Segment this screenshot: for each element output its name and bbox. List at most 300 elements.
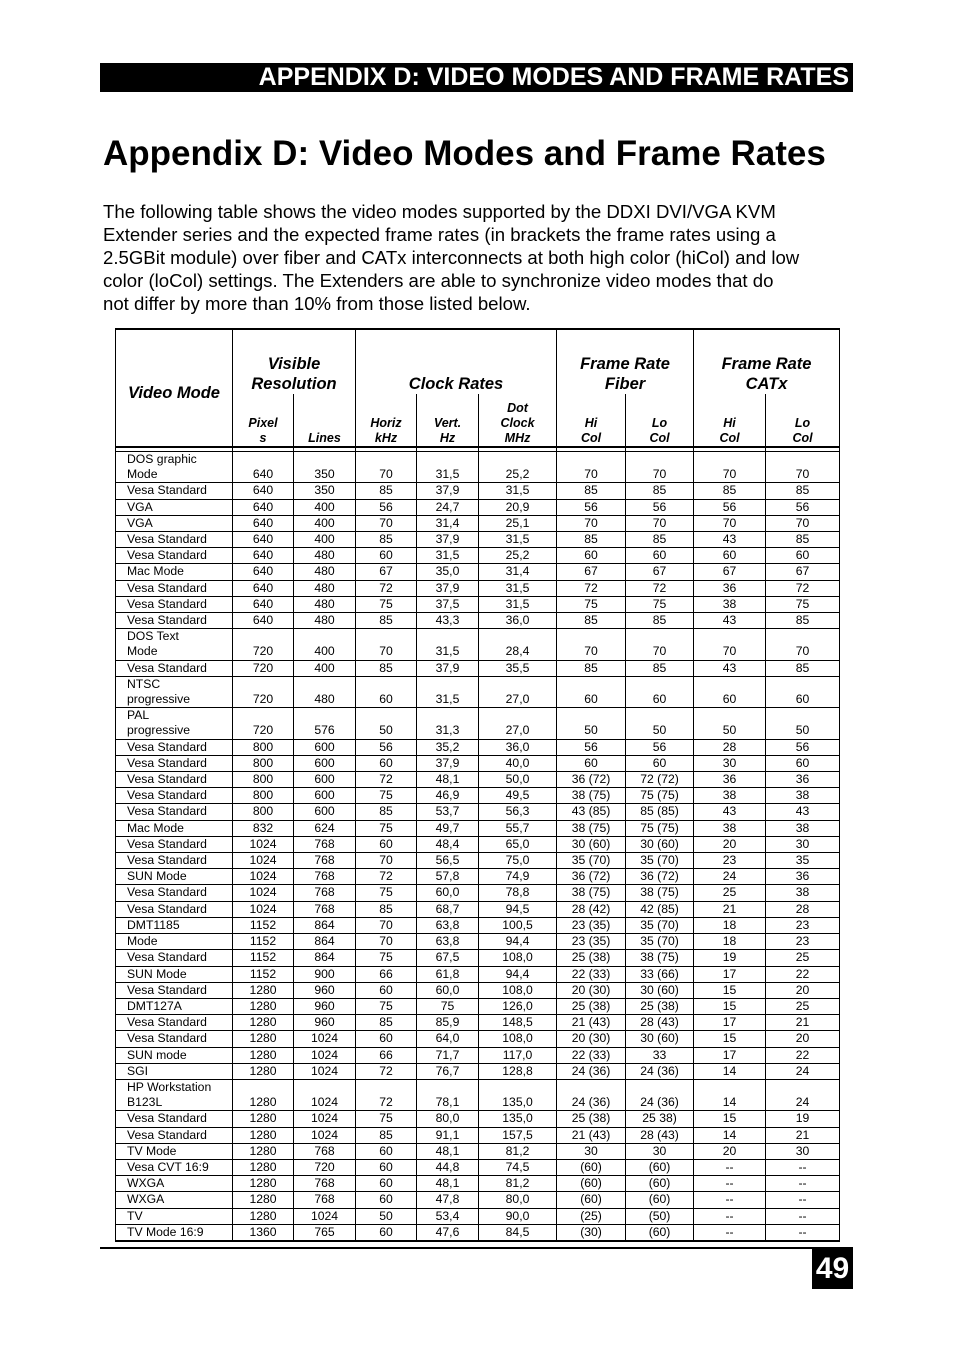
vert-cell: 46,9: [417, 788, 479, 804]
table-row: [116, 950, 840, 966]
table-row: [116, 739, 840, 755]
mode-cell: [116, 1192, 233, 1208]
mode-cell: [116, 950, 233, 966]
fiber-lo-cell: (60): [626, 1176, 694, 1192]
mode-line: Vesa CVT 16:9: [127, 1159, 209, 1174]
vert-cell: 37,9: [417, 532, 479, 548]
header-line: kHz: [374, 431, 398, 445]
mode-cell: [116, 613, 233, 629]
catx-lo-cell: 38: [766, 820, 840, 836]
mode-cell: [116, 836, 233, 852]
vert-cell: 31,5: [417, 548, 479, 564]
page-title: Appendix D: Video Modes and Frame Rates: [103, 134, 826, 173]
horiz-cell: 85: [356, 483, 417, 499]
fiber-hi-cell: 30 (60): [557, 836, 626, 852]
lines-cell: 864: [294, 934, 356, 950]
lines-cell: 768: [294, 1143, 356, 1159]
mode-cell: [116, 708, 233, 739]
vert-cell: 76,7: [417, 1063, 479, 1079]
mode-line: Vesa Standard: [127, 950, 207, 965]
catx-hi-cell: 85: [694, 483, 766, 499]
fiber-lo-cell: 75: [626, 596, 694, 612]
fiber-lo-cell: 25 38): [626, 1111, 694, 1127]
lines-cell: 1024: [294, 1127, 356, 1143]
mode-cell: [116, 660, 233, 676]
header-line: Visible: [267, 355, 321, 373]
catx-hi-cell: 15: [694, 998, 766, 1014]
catx-lo-cell: 56: [766, 739, 840, 755]
catx-hi-cell: --: [694, 1224, 766, 1241]
mode-line: Vesa Standard: [127, 660, 207, 675]
intro-line: 2.5GBit module) over fiber and CATx interconnects at both high color (hiCol) and low: [103, 247, 800, 268]
dot-clock-cell: 100,5: [479, 917, 557, 933]
dot-clock-cell: 20,9: [479, 499, 557, 515]
table-row: [116, 515, 840, 531]
mode-line: progressive: [127, 692, 190, 707]
catx-lo-cell: 85: [766, 483, 840, 499]
vert-cell: 91,1: [417, 1127, 479, 1143]
dot-clock-cell: 126,0: [479, 998, 557, 1014]
header-visible-resolution: [233, 329, 356, 394]
pixels-cell: 1024: [233, 869, 294, 885]
vert-cell: 35,2: [417, 739, 479, 755]
table-row: [116, 772, 840, 788]
mode-cell: [116, 1176, 233, 1192]
catx-lo-cell: 85: [766, 613, 840, 629]
catx-lo-cell: --: [766, 1159, 840, 1175]
catx-hi-cell: --: [694, 1192, 766, 1208]
fiber-lo-cell: 72 (72): [626, 772, 694, 788]
mode-line: Vesa Standard: [127, 532, 207, 547]
vert-cell: 37,9: [417, 755, 479, 771]
mode-cell: [116, 772, 233, 788]
table-row: [116, 660, 840, 676]
catx-lo-cell: 21: [766, 1127, 840, 1143]
mode-line: PAL: [127, 708, 150, 723]
lines-cell: 480: [294, 564, 356, 580]
catx-lo-cell: 20: [766, 1031, 840, 1047]
pixels-cell: 1280: [233, 1063, 294, 1079]
horiz-cell: 85: [356, 613, 417, 629]
header-line: Col: [792, 431, 813, 445]
fiber-hi-cell: (60): [557, 1176, 626, 1192]
pixels-cell: 1280: [233, 1159, 294, 1175]
vert-cell: 31,5: [417, 676, 479, 707]
dot-clock-cell: 25,2: [479, 452, 557, 483]
bottom-rule: [100, 1247, 853, 1249]
horiz-cell: 60: [356, 1176, 417, 1192]
header-line: Col: [649, 431, 670, 445]
mode-line: Vesa Standard: [127, 739, 207, 754]
horiz-cell: 56: [356, 739, 417, 755]
catx-hi-cell: 43: [694, 613, 766, 629]
dot-clock-cell: 78,8: [479, 885, 557, 901]
catx-lo-cell: --: [766, 1176, 840, 1192]
dot-clock-cell: 94,4: [479, 934, 557, 950]
mode-line: DOS Text: [127, 629, 179, 644]
vert-cell: 35,0: [417, 564, 479, 580]
mode-cell: [116, 1063, 233, 1079]
catx-hi-cell: 24: [694, 869, 766, 885]
fiber-hi-cell: 60: [557, 676, 626, 707]
mode-cell: [116, 755, 233, 771]
table-row: [116, 548, 840, 564]
horiz-cell: 70: [356, 515, 417, 531]
mode-cell: [116, 1224, 233, 1241]
fiber-hi-cell: 28 (42): [557, 901, 626, 917]
dot-clock-cell: 36,0: [479, 613, 557, 629]
catx-hi-cell: 38: [694, 820, 766, 836]
pixels-cell: 1280: [233, 1176, 294, 1192]
mode-line: SUN Mode: [127, 966, 187, 981]
lines-cell: 600: [294, 739, 356, 755]
fiber-hi-cell: 25 (38): [557, 950, 626, 966]
dot-clock-cell: 117,0: [479, 1047, 557, 1063]
mode-cell: [116, 548, 233, 564]
catx-hi-cell: 17: [694, 1047, 766, 1063]
catx-lo-cell: 72: [766, 580, 840, 596]
table-row: [116, 788, 840, 804]
mode-cell: [116, 853, 233, 869]
mode-line: Mode: [127, 467, 158, 482]
vert-cell: 48,4: [417, 836, 479, 852]
catx-lo-cell: 24: [766, 1079, 840, 1110]
vert-cell: 60,0: [417, 982, 479, 998]
table-row: [116, 1192, 840, 1208]
mode-cell: [116, 869, 233, 885]
fiber-lo-cell: 56: [626, 739, 694, 755]
mode-cell: [116, 532, 233, 548]
mode-cell: [116, 629, 233, 660]
fiber-hi-cell: 23 (35): [557, 917, 626, 933]
dot-clock-cell: 65,0: [479, 836, 557, 852]
mode-line: Vesa Standard: [127, 772, 207, 787]
dot-clock-cell: 31,5: [479, 532, 557, 548]
horiz-cell: 85: [356, 1015, 417, 1031]
mode-line: Vesa Standard: [127, 885, 207, 900]
mode-cell: [116, 1079, 233, 1110]
catx-hi-cell: 15: [694, 1111, 766, 1127]
fiber-hi-cell: 75: [557, 596, 626, 612]
catx-hi-cell: 70: [694, 629, 766, 660]
fiber-hi-cell: 25 (38): [557, 1111, 626, 1127]
fiber-lo-cell: 72: [626, 580, 694, 596]
fiber-hi-cell: 85: [557, 483, 626, 499]
catx-lo-cell: 56: [766, 499, 840, 515]
fiber-lo-cell: 70: [626, 452, 694, 483]
catx-lo-cell: 70: [766, 452, 840, 483]
fiber-lo-cell: 42 (85): [626, 901, 694, 917]
lines-cell: 480: [294, 580, 356, 596]
catx-hi-cell: 30: [694, 755, 766, 771]
vert-cell: 80,0: [417, 1111, 479, 1127]
table-row: [116, 1111, 840, 1127]
horiz-cell: 75: [356, 1111, 417, 1127]
header-line: Lo: [794, 416, 811, 430]
mode-cell: [116, 998, 233, 1014]
vert-cell: 37,9: [417, 660, 479, 676]
subheader-dot-clock: [479, 394, 557, 447]
catx-lo-cell: 22: [766, 966, 840, 982]
header-line: Frame Rate: [580, 355, 670, 373]
pixels-cell: 640: [233, 483, 294, 499]
mode-cell: [116, 596, 233, 612]
mode-line: SUN Mode: [127, 869, 187, 884]
pixels-cell: 1152: [233, 950, 294, 966]
table-row: [116, 1224, 840, 1241]
catx-hi-cell: 15: [694, 982, 766, 998]
horiz-cell: 85: [356, 532, 417, 548]
mode-cell: [116, 804, 233, 820]
table-body: [116, 447, 840, 1241]
vert-cell: 85,9: [417, 1015, 479, 1031]
catx-lo-cell: 23: [766, 917, 840, 933]
page-number: 49: [812, 1248, 853, 1289]
horiz-cell: 70: [356, 629, 417, 660]
vert-cell: 75: [417, 998, 479, 1014]
lines-cell: 1024: [294, 1079, 356, 1110]
vert-cell: 49,7: [417, 820, 479, 836]
fiber-hi-cell: (30): [557, 1224, 626, 1241]
catx-hi-cell: --: [694, 1176, 766, 1192]
table-row: [116, 1031, 840, 1047]
catx-lo-cell: 24: [766, 1063, 840, 1079]
catx-lo-cell: 20: [766, 982, 840, 998]
horiz-cell: 60: [356, 755, 417, 771]
catx-lo-cell: 28: [766, 901, 840, 917]
fiber-hi-cell: 20 (30): [557, 1031, 626, 1047]
horiz-cell: 50: [356, 1208, 417, 1224]
pixels-cell: 1280: [233, 1143, 294, 1159]
horiz-cell: 72: [356, 1063, 417, 1079]
catx-hi-cell: 50: [694, 708, 766, 739]
subheader-catx-lo-col: [766, 394, 840, 447]
mode-cell: [116, 564, 233, 580]
dot-clock-cell: 84,5: [479, 1224, 557, 1241]
lines-cell: 1024: [294, 1208, 356, 1224]
catx-hi-cell: 56: [694, 499, 766, 515]
vert-cell: 44,8: [417, 1159, 479, 1175]
subheader-catx-hi-col: [694, 394, 766, 447]
mode-cell: [116, 580, 233, 596]
mode-line: progressive: [127, 723, 190, 738]
mode-line: WXGA: [127, 1176, 165, 1191]
table-row: [116, 755, 840, 771]
header-line: Horiz: [370, 416, 402, 430]
mode-cell: [116, 499, 233, 515]
horiz-cell: 60: [356, 676, 417, 707]
header-line: Lines: [308, 431, 341, 445]
mode-line: SUN mode: [127, 1047, 187, 1062]
pixels-cell: 720: [233, 676, 294, 707]
horiz-cell: 60: [356, 982, 417, 998]
catx-hi-cell: 28: [694, 739, 766, 755]
fiber-lo-cell: 30 (60): [626, 1031, 694, 1047]
table-row: [116, 934, 840, 950]
mode-cell: [116, 676, 233, 707]
header-bar: [100, 63, 853, 92]
catx-lo-cell: 25: [766, 998, 840, 1014]
table-row: [116, 613, 840, 629]
fiber-lo-cell: 30 (60): [626, 982, 694, 998]
fiber-hi-cell: 56: [557, 739, 626, 755]
pixels-cell: 1024: [233, 901, 294, 917]
fiber-lo-cell: 35 (70): [626, 917, 694, 933]
header-video-mode-line: Video: [128, 383, 173, 402]
horiz-cell: 60: [356, 1143, 417, 1159]
header-video-mode-line: Mode: [176, 383, 220, 402]
mode-cell: [116, 934, 233, 950]
header-line: Col: [719, 431, 740, 445]
dot-clock-cell: 135,0: [479, 1079, 557, 1110]
fiber-hi-cell: 70: [557, 515, 626, 531]
table-row: [116, 820, 840, 836]
table-row: [116, 804, 840, 820]
dot-clock-cell: 157,5: [479, 1127, 557, 1143]
pixels-cell: 1280: [233, 1079, 294, 1110]
mode-line: Mode: [127, 644, 158, 659]
pixels-cell: 800: [233, 788, 294, 804]
catx-lo-cell: 38: [766, 788, 840, 804]
pixels-cell: 1280: [233, 1127, 294, 1143]
mode-line: Vesa Standard: [127, 901, 207, 916]
horiz-cell: 66: [356, 966, 417, 982]
catx-hi-cell: 14: [694, 1063, 766, 1079]
mode-cell: [116, 885, 233, 901]
header-line: Hi: [723, 416, 736, 430]
fiber-lo-cell: 50: [626, 708, 694, 739]
table-row: [116, 1079, 840, 1110]
mode-cell: [116, 1031, 233, 1047]
horiz-cell: 60: [356, 1159, 417, 1175]
subheader-fiber-lo-col: [626, 394, 694, 447]
horiz-cell: 70: [356, 934, 417, 950]
fiber-hi-cell: 50: [557, 708, 626, 739]
pixels-cell: 640: [233, 515, 294, 531]
fiber-lo-cell: 60: [626, 548, 694, 564]
horiz-cell: 70: [356, 853, 417, 869]
lines-cell: 768: [294, 901, 356, 917]
subheader-pixels: [233, 394, 294, 447]
dot-clock-cell: 56,3: [479, 804, 557, 820]
catx-hi-cell: 17: [694, 966, 766, 982]
lines-cell: 768: [294, 1176, 356, 1192]
horiz-cell: 75: [356, 820, 417, 836]
fiber-hi-cell: 24 (36): [557, 1063, 626, 1079]
vert-cell: 71,7: [417, 1047, 479, 1063]
table-row: [116, 676, 840, 707]
dot-clock-cell: 31,5: [479, 580, 557, 596]
vert-cell: 60,0: [417, 885, 479, 901]
pixels-cell: 720: [233, 660, 294, 676]
catx-hi-cell: 25: [694, 885, 766, 901]
fiber-lo-cell: 35 (70): [626, 934, 694, 950]
table-row: [116, 1127, 840, 1143]
catx-hi-cell: 43: [694, 804, 766, 820]
mode-line: B123L: [127, 1095, 163, 1110]
horiz-cell: 60: [356, 836, 417, 852]
dot-clock-cell: 55,7: [479, 820, 557, 836]
lines-cell: 480: [294, 596, 356, 612]
header-line: CATx: [745, 375, 788, 393]
mode-line: HP Workstation: [127, 1079, 212, 1094]
table-row: [116, 1208, 840, 1224]
dot-clock-cell: 80,0: [479, 1192, 557, 1208]
header-line: Frame Rate: [721, 355, 812, 373]
catx-lo-cell: 36: [766, 772, 840, 788]
header-line: Vert.: [433, 416, 462, 430]
fiber-hi-cell: 67: [557, 564, 626, 580]
catx-lo-cell: 30: [766, 1143, 840, 1159]
dot-clock-cell: 81,2: [479, 1143, 557, 1159]
header-title: APPENDIX D: VIDEO MODES AND FRAME RATES: [258, 63, 849, 91]
vert-cell: 24,7: [417, 499, 479, 515]
mode-line: TV Mode 16:9: [127, 1224, 204, 1239]
fiber-lo-cell: (60): [626, 1159, 694, 1175]
header-line: Hz: [439, 431, 456, 445]
table-row: [116, 1176, 840, 1192]
header-clock-rates: [356, 329, 557, 394]
mode-line: Mode: [127, 934, 158, 949]
catx-lo-cell: 35: [766, 853, 840, 869]
fiber-hi-cell: (25): [557, 1208, 626, 1224]
mode-line: Vesa Standard: [127, 548, 207, 563]
pixels-cell: 1024: [233, 836, 294, 852]
fiber-hi-cell: 70: [557, 629, 626, 660]
horiz-cell: 85: [356, 660, 417, 676]
lines-cell: 624: [294, 820, 356, 836]
video-modes-table: [115, 328, 840, 1242]
fiber-lo-cell: 85: [626, 532, 694, 548]
lines-cell: 400: [294, 629, 356, 660]
fiber-hi-cell: 85: [557, 532, 626, 548]
catx-hi-cell: 36: [694, 580, 766, 596]
horiz-cell: 67: [356, 564, 417, 580]
fiber-lo-cell: 60: [626, 755, 694, 771]
fiber-hi-cell: 22 (33): [557, 966, 626, 982]
fiber-hi-cell: (60): [557, 1159, 626, 1175]
lines-cell: 400: [294, 660, 356, 676]
mode-cell: [116, 901, 233, 917]
intro-line: The following table shows the video modes supported by the DDXI DVI/VGA KVM: [103, 201, 776, 222]
mode-line: TV Mode: [127, 1143, 177, 1158]
fiber-lo-cell: 36 (72): [626, 869, 694, 885]
horiz-cell: 60: [356, 1192, 417, 1208]
mode-cell: [116, 1208, 233, 1224]
mode-line: Vesa Standard: [127, 613, 207, 628]
pixels-cell: 1280: [233, 998, 294, 1014]
pixels-cell: 832: [233, 820, 294, 836]
vert-cell: 47,6: [417, 1224, 479, 1241]
header-line: MHz: [504, 431, 531, 445]
lines-cell: 864: [294, 917, 356, 933]
catx-lo-cell: --: [766, 1192, 840, 1208]
catx-lo-cell: 23: [766, 934, 840, 950]
catx-lo-cell: --: [766, 1208, 840, 1224]
lines-cell: 768: [294, 885, 356, 901]
horiz-cell: 72: [356, 869, 417, 885]
lines-cell: 400: [294, 515, 356, 531]
table-row: [116, 596, 840, 612]
catx-lo-cell: 60: [766, 755, 840, 771]
lines-cell: 480: [294, 548, 356, 564]
catx-hi-cell: --: [694, 1159, 766, 1175]
pixels-cell: 720: [233, 629, 294, 660]
catx-lo-cell: 36: [766, 869, 840, 885]
fiber-lo-cell: 60: [626, 676, 694, 707]
mode-cell: [116, 1047, 233, 1063]
mode-line: VGA: [127, 499, 153, 514]
